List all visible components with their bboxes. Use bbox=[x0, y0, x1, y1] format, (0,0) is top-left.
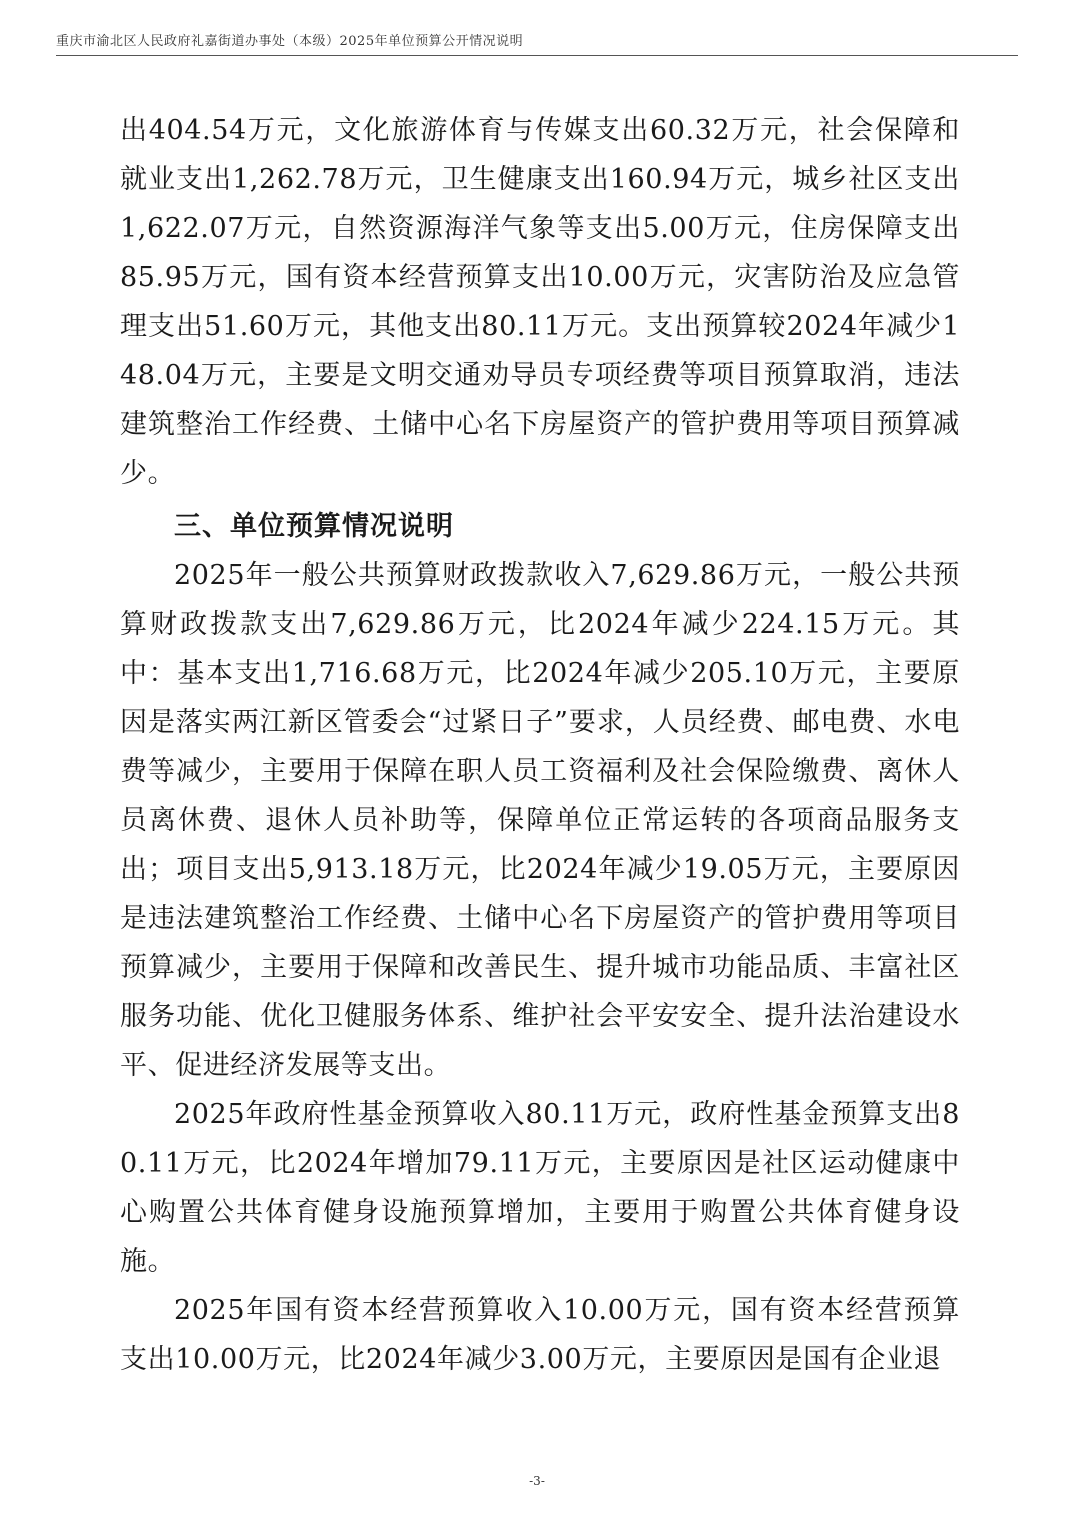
running-header: 重庆市渝北区人民政府礼嘉街道办事处（本级）2025年单位预算公开情况说明 bbox=[56, 34, 524, 49]
paragraph-expenditure-continued: 出404.54万元，文化旅游体育与传媒支出60.32万元，社会保障和就业支出1,262.78万元，卫生健康支出160.94万元，城乡社区支出1,622.07万元，自然资源海洋气象等支出5.00万元，住房保障支出85.95万元，国有资本经营预算支出10.00万元，灾害防治及应急管理支出51.60万元，其他支出80.11万元。支出预算较2024年减少148.04万元，主要是文明交通劝导员专项经费等项目预算取消，违法建筑整治工作经费、土储中心名下房屋资产的管护费用等项目预算减少。 bbox=[120, 115, 960, 489]
paragraph-state-capital: 2025年国有资本经营预算收入10.00万元，国有资本经营预算支出10.00万元，比2024年减少3.00万元，主要原因是国有企业退 bbox=[120, 1295, 960, 1375]
paragraph-government-fund: 2025年政府性基金预算收入80.11万元，政府性基金预算支出80.11万元，比2024年增加79.11万元，主要原因是社区运动健康中心购置公共体育健身设施预算增加，主要用于购置公共体育健身设施。 bbox=[120, 1099, 960, 1277]
section-heading: 三、单位预算情况说明 bbox=[174, 511, 454, 542]
header-divider bbox=[56, 55, 1018, 56]
paragraph-general-budget: 2025年一般公共预算财政拨款收入7,629.86万元，一般公共预算财政拨款支出7,629.86万元，比2024年减少224.15万元。其中：基本支出1,716.68万元，比2024年减少205.10万元，主要原因是落实两江新区管委会“过紧日子”要求，人员经费、邮电费、水电费等减少，主要用于保障在职人员工资福利及社会保险缴费、离休人员离休费、退休人员补助等，保障单位正常运转的各项商品服务支出；项目支出5,913.18万元，比2024年减少19.05万元，主要原因是违法建筑整治工作经费、土储中心名下房屋资产的管护费用等项目预算减少，主要用于保障和改善民生、提升城市功能品质、丰富社区服务功能、优化卫健服务体系、维护社会平安安全、提升法治建设水平、促进经济发展等支出。 bbox=[120, 560, 960, 1081]
body-text bbox=[120, 106, 960, 1384]
page-number: -3- bbox=[529, 1474, 545, 1488]
